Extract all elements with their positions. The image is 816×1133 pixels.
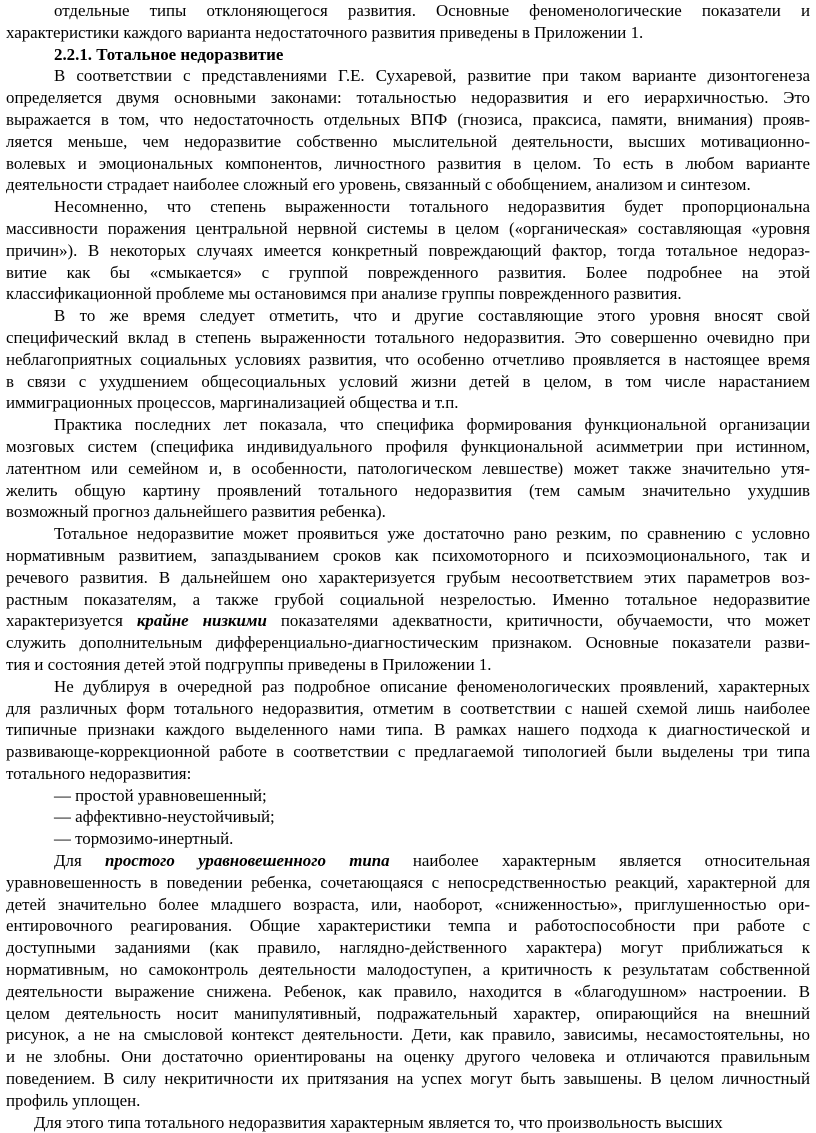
text-line: тотального недоразвития: (6, 763, 192, 783)
text-line: определяется двумя основными законами: тотальностью недоразвития и его иерархичностью. Это (6, 88, 810, 108)
text-line: В соответствии с представлениями Г.Е. Сухаревой, развитие при таком варианте дизонтогенеза (54, 66, 810, 86)
text-line: для различных форм тотального недоразвития, отметим в соответствии с нашей схемой лишь наиболее (6, 698, 810, 718)
text-line: ентировочного реагирования. Общие характеристики темпа и работоспособности при работе с (6, 916, 810, 936)
text-line: Тотальное недоразвитие может проявиться уже достаточно рано резким, по сравнению с условно (54, 524, 810, 544)
text-line: деятельности страдает наиболее сложный его уровень, связанный с обобщением, анализом и синтезом. (6, 175, 751, 195)
text-line: типичные признаки каждого выделенного нами типа. В рамках нашего подхода к диагностической и (6, 720, 810, 740)
text-line: возможный прогноз дальнейшего развития ребенка). (6, 502, 386, 522)
text-line: причин»). В некоторых случаях имеется конкретный повреждающий фактор, тогда тотальное недораз- (6, 240, 810, 260)
text-line: детей значительно более младшего возраста, или, наоборот, «сниженностью», приглушенностью ори- (6, 894, 810, 914)
emphasis-text: простого уравновешенного типа (105, 851, 390, 871)
text-line: в связи с ухудшением общесоциальных условий жизни детей в целом, в том числе нарастанием (6, 371, 810, 391)
text-line: характеристики каждого варианта недостаточного развития приведены в Приложении 1. (6, 22, 644, 42)
text-line: нормативным развитием, запаздыванием сроков как психомоторного и психоэмоционального, так и (6, 545, 810, 565)
text-line: выражается в том, что недостаточность отдельных ВПФ (гнозиса, праксиса, памяти, внимания) прояв- (6, 109, 810, 129)
text-line: рисунок, а не на смысловой контекст деятельности. Дети, как правило, зависимы, несамостоятельны, но (6, 1025, 810, 1045)
text-segment: показателями адекватности, критичности, обучаемости, что может (266, 611, 810, 631)
text-line: ляется меньше, чем недоразвитие собственно мыслительной деятельности, высших мотивационно- (6, 131, 810, 151)
text-line: латентном или семейном и, в особенности, патологическом левшестве) может также значительно утя- (6, 458, 810, 478)
text-line (6, 610, 810, 632)
text-line: Не дублируя в очередной раз подробное описание феноменологических проявлений, характерных (54, 676, 810, 696)
emphasis-text: крайне низкими (136, 611, 267, 631)
text-line: доступными заданиями (как правило, наглядно-действенного характера) могут приближаться к (6, 938, 810, 958)
text-line: отдельные типы отклоняющегося развития. Основные феноменологические показатели и (54, 1, 810, 20)
list-item: — простой уравновешенный; (54, 785, 267, 805)
text-line: Практика последних лет показала, что специфика формирования функциональной организации (54, 415, 810, 435)
text-line: В то же время следует отметить, что и другие составляющие этого уровня вносят свой (54, 306, 810, 326)
text-line: поведением. В силу некритичности их притязания на успех могут быть завышены. В целом личностный (6, 1069, 810, 1089)
list-item: — тормозимо-инертный. (54, 829, 234, 849)
text-line: нормативным, но самоконтроль деятельности малодоступен, а критичность к результатам собственной (6, 960, 810, 980)
text-line: волевых и эмоциональных компонентов, личностного развития в целом. То есть в любом варианте (6, 153, 810, 173)
text-line: тия и состояния детей этой подгруппы приведены в Приложении 1. (6, 654, 492, 674)
text-line: профиль уплощен. (6, 1090, 141, 1110)
text-line (6, 850, 810, 872)
text-line: классификационной проблеме мы остановимся при анализе группы поврежденного развития. (6, 284, 682, 304)
text-line: развивающе-коррекционной работе в соответствии с предлагаемой типологией были выделены три типа (6, 742, 810, 762)
text-line: мозговых систем (специфика индивидуального профиля функциональной асимметрии при истинном, (6, 436, 810, 456)
text-segment: Для (54, 851, 105, 871)
text-line: деятельности выражение снижена. Ребенок, как правило, находится в «благодушном» настроении. В (6, 981, 810, 1001)
text-line: служить дополнительным дифференциально-диагностическим признаком. Основные показатели разви- (6, 633, 810, 653)
text-line: массивности поражения центральной нервной системы в целом («органическая» составляющая «уровня (6, 218, 810, 238)
text-line: Несомненно, что степень выраженности тотального недоразвития будет пропорциональна (54, 197, 810, 217)
section-heading: 2.2.1. Тотальное недоразвитие (54, 44, 284, 64)
text-line: Для этого типа тотального недоразвития характерным является то, что произвольность высших (34, 1112, 723, 1132)
text-line: иммиграционных процессов, маргинализацией общества и т.п. (6, 393, 459, 413)
text-line: желить общую картину проявлений тотального недоразвития (тем самым значительно ухудшив (6, 480, 810, 500)
text-line: неблагоприятных социальных условиях развития, что особенно отчетливо проявляется в настоящее время (6, 349, 810, 369)
text-line: речевого развития. В дальнейшем оно характеризуется грубым несоответствием этих параметров воз- (6, 567, 810, 587)
text-line: растным показателям, а также грубой социальной незрелостью. Именно тотальное недоразвитие (6, 589, 810, 609)
text-segment: характеризуется (6, 611, 137, 631)
text-line: витие как бы «смыкается» с группой поврежденного развития. Более подробнее на этой (6, 262, 810, 282)
list-item: — аффективно-неустойчивый; (54, 807, 275, 827)
text-segment: наиболее характерным является относительная (389, 851, 810, 871)
text-line: и не злобны. Они достаточно ориентированы на оценку другого человека и отличаются правильным (6, 1047, 810, 1067)
text-line: целом деятельность носит манипулятивный, подражательный характер, опирающийся на внешний (6, 1003, 810, 1023)
text-line: специфический вклад в степень выраженности тотального недоразвития. Это совершенно очевидно при (6, 327, 810, 347)
text-line: уравновешенность в поведении ребенка, сочетающаяся с непосредственностью реакций, характерной для (6, 872, 810, 892)
